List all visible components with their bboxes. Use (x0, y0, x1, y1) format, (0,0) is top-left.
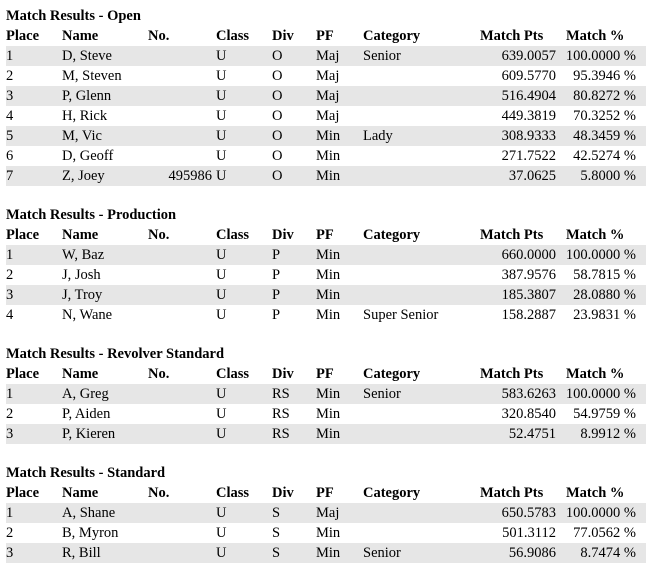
cell-category (363, 265, 466, 285)
table-row (6, 126, 646, 146)
cell-number (148, 245, 216, 265)
cell-number (148, 503, 216, 523)
cell-class: U (216, 406, 227, 422)
cell-class: U (216, 525, 227, 541)
cell-name: R, Bill (62, 545, 101, 561)
cell-power-factor: Min (316, 426, 341, 442)
table-row (6, 46, 646, 66)
cell-match-percent: 48.3459 % (573, 128, 636, 144)
cell-category (363, 146, 466, 166)
cell-division: O (272, 148, 283, 164)
cell-place: 5 (6, 128, 14, 144)
cell-number (148, 305, 216, 325)
cell-class: U (216, 48, 227, 64)
results-table (6, 483, 646, 563)
cell-class: U (216, 287, 227, 303)
column-header-match-points: Match Pts (480, 227, 544, 243)
column-header-name: Name (62, 227, 99, 243)
cell-category (363, 404, 466, 424)
section-title: Match Results - Production (6, 207, 177, 223)
cell-name: B, Myron (62, 525, 119, 541)
column-header-match-percent: Match % (566, 366, 625, 382)
column-header-class: Class (216, 28, 250, 44)
cell-match-percent: 28.0880 % (573, 287, 636, 303)
cell-match-percent: 54.9759 % (573, 406, 636, 422)
cell-category: Lady (363, 128, 393, 144)
cell-division: S (272, 545, 281, 561)
column-header-number: No. (148, 227, 170, 243)
cell-class: U (216, 247, 227, 263)
cell-place: 3 (6, 88, 14, 104)
cell-power-factor: Min (316, 168, 341, 184)
table-row (6, 285, 646, 305)
cell-name: J, Troy (62, 287, 103, 303)
cell-class: U (216, 426, 227, 442)
results-section (6, 344, 646, 444)
column-header-place: Place (6, 485, 40, 501)
cell-division: P (272, 267, 281, 283)
cell-division: P (272, 287, 281, 303)
cell-match-points: 308.9333 (501, 128, 556, 144)
cell-division: RS (272, 406, 290, 422)
cell-number (148, 424, 216, 444)
cell-number: 495986 (168, 168, 212, 184)
table-row (6, 404, 646, 424)
cell-place: 2 (6, 525, 14, 541)
section-title: Match Results - Revolver Standard (6, 346, 225, 362)
table-row (6, 66, 646, 86)
column-header-name: Name (62, 366, 99, 382)
cell-match-points: 660.0000 (501, 247, 556, 263)
column-header-place: Place (6, 28, 40, 44)
cell-division: S (272, 525, 281, 541)
cell-place: 1 (6, 247, 14, 263)
column-header-class: Class (216, 227, 250, 243)
cell-category (363, 66, 466, 86)
cell-name: N, Wane (62, 307, 113, 323)
cell-match-percent: 95.3946 % (573, 68, 636, 84)
cell-number (148, 543, 216, 563)
cell-number (148, 46, 216, 66)
cell-match-points: 583.6263 (501, 386, 556, 402)
cell-match-points: 52.4751 (508, 426, 556, 442)
column-header-place: Place (6, 366, 40, 382)
cell-power-factor: Maj (316, 88, 340, 104)
cell-class: U (216, 386, 227, 402)
cell-power-factor: Min (316, 386, 341, 402)
cell-division: O (272, 128, 283, 144)
table-row (6, 265, 646, 285)
cell-division: S (272, 505, 281, 521)
cell-place: 2 (6, 68, 14, 84)
cell-power-factor: Min (316, 525, 341, 541)
results-section (6, 6, 646, 186)
cell-name: D, Steve (62, 48, 112, 64)
cell-match-percent: 100.0000 % (565, 386, 636, 402)
column-header-category: Category (363, 366, 421, 382)
cell-class: U (216, 148, 227, 164)
cell-name: D, Geoff (62, 148, 114, 164)
cell-power-factor: Min (316, 148, 341, 164)
table-row (6, 424, 646, 444)
cell-name: A, Shane (62, 505, 116, 521)
cell-place: 6 (6, 148, 14, 164)
cell-number (148, 384, 216, 404)
cell-number (148, 265, 216, 285)
cell-match-points: 449.3819 (501, 108, 556, 124)
table-row (6, 146, 646, 166)
cell-match-percent: 80.8272 % (573, 88, 636, 104)
column-header-class: Class (216, 366, 250, 382)
column-header-number: No. (148, 366, 170, 382)
cell-power-factor: Min (316, 267, 341, 283)
column-header-power-factor: PF (316, 227, 334, 243)
cell-division: RS (272, 426, 290, 442)
table-row (6, 106, 646, 126)
cell-division: O (272, 88, 283, 104)
column-header-category: Category (363, 28, 421, 44)
cell-class: U (216, 168, 227, 184)
column-header-division: Div (272, 28, 294, 44)
cell-class: U (216, 128, 227, 144)
column-header-class: Class (216, 485, 250, 501)
header-row (6, 364, 646, 384)
cell-match-percent: 42.5274 % (573, 148, 636, 164)
cell-place: 1 (6, 386, 14, 402)
cell-name: M, Vic (62, 128, 102, 144)
cell-name: A, Greg (62, 386, 109, 402)
cell-power-factor: Min (316, 128, 341, 144)
cell-category: Senior (363, 386, 401, 402)
cell-class: U (216, 108, 227, 124)
cell-match-percent: 77.0562 % (573, 525, 636, 541)
cell-power-factor: Min (316, 545, 341, 561)
cell-match-points: 609.5770 (501, 68, 556, 84)
cell-category (363, 285, 466, 305)
cell-place: 2 (6, 406, 14, 422)
cell-match-percent: 5.8000 % (580, 168, 636, 184)
cell-class: U (216, 505, 227, 521)
column-header-place: Place (6, 227, 40, 243)
cell-place: 2 (6, 267, 14, 283)
cell-number (148, 86, 216, 106)
column-header-name: Name (62, 28, 99, 44)
results-section (6, 463, 646, 563)
cell-match-points: 516.4904 (501, 88, 556, 104)
table-row (6, 384, 646, 404)
cell-division: O (272, 48, 283, 64)
results-table (6, 225, 646, 325)
cell-division: P (272, 307, 281, 323)
cell-power-factor: Maj (316, 68, 340, 84)
cell-category (363, 86, 466, 106)
cell-match-points: 639.0057 (501, 48, 556, 64)
column-header-match-percent: Match % (566, 227, 625, 243)
cell-place: 7 (6, 168, 14, 184)
cell-division: O (272, 108, 283, 124)
cell-name: H, Rick (62, 108, 108, 124)
table-row (6, 166, 646, 186)
cell-power-factor: Min (316, 287, 341, 303)
cell-name: P, Glenn (62, 88, 112, 104)
cell-match-points: 185.3807 (501, 287, 556, 303)
cell-division: O (272, 68, 283, 84)
cell-division: RS (272, 386, 290, 402)
cell-category: Senior (363, 545, 401, 561)
cell-name: P, Aiden (62, 406, 111, 422)
cell-power-factor: Maj (316, 108, 340, 124)
results-table (6, 26, 646, 186)
column-header-power-factor: PF (316, 485, 334, 501)
column-header-division: Div (272, 227, 294, 243)
table-row (6, 245, 646, 265)
cell-name: J, Josh (62, 267, 101, 283)
cell-match-points: 501.3112 (502, 525, 556, 541)
column-header-power-factor: PF (316, 28, 334, 44)
cell-number (148, 66, 216, 86)
column-header-match-points: Match Pts (480, 28, 544, 44)
cell-match-percent: 8.7474 % (580, 545, 636, 561)
cell-division: P (272, 247, 281, 263)
column-header-category: Category (363, 227, 421, 243)
cell-match-points: 37.0625 (508, 168, 556, 184)
cell-number (148, 285, 216, 305)
cell-power-factor: Min (316, 307, 341, 323)
cell-number (148, 404, 216, 424)
cell-division: O (272, 168, 283, 184)
section-title: Match Results - Open (6, 8, 141, 24)
results-section (6, 205, 646, 325)
cell-category (363, 424, 466, 444)
cell-category: Senior (363, 48, 401, 64)
table-row (6, 523, 646, 543)
cell-match-points: 56.9086 (508, 545, 556, 561)
cell-power-factor: Min (316, 406, 341, 422)
cell-place: 4 (6, 307, 14, 323)
cell-name: M, Steven (62, 68, 122, 84)
cell-match-points: 320.8540 (501, 406, 556, 422)
cell-match-points: 650.5783 (501, 505, 556, 521)
cell-class: U (216, 68, 227, 84)
cell-category: Super Senior (363, 307, 439, 323)
cell-number (148, 106, 216, 126)
table-row (6, 86, 646, 106)
header-row (6, 483, 646, 503)
column-header-match-percent: Match % (566, 485, 625, 501)
table-row (6, 503, 646, 523)
cell-match-percent: 70.3252 % (573, 108, 636, 124)
cell-category (363, 106, 466, 126)
cell-power-factor: Maj (316, 505, 340, 521)
column-header-category: Category (363, 485, 421, 501)
cell-category (363, 166, 466, 186)
cell-number (148, 126, 216, 146)
cell-match-percent: 8.9912 % (580, 426, 636, 442)
cell-number (148, 523, 216, 543)
cell-place: 4 (6, 108, 14, 124)
cell-class: U (216, 307, 227, 323)
cell-power-factor: Min (316, 247, 341, 263)
column-header-match-points: Match Pts (480, 485, 544, 501)
cell-match-percent: 100.0000 % (565, 247, 636, 263)
header-row (6, 225, 646, 245)
cell-match-percent: 100.0000 % (565, 48, 636, 64)
column-header-name: Name (62, 485, 99, 501)
cell-place: 3 (6, 545, 14, 561)
cell-class: U (216, 88, 227, 104)
results-table (6, 364, 646, 444)
cell-place: 3 (6, 287, 14, 303)
cell-class: U (216, 545, 227, 561)
column-header-number: No. (148, 485, 170, 501)
cell-place: 1 (6, 505, 14, 521)
cell-class: U (216, 267, 227, 283)
column-header-power-factor: PF (316, 366, 334, 382)
column-header-match-percent: Match % (566, 28, 625, 44)
table-row (6, 543, 646, 563)
cell-match-percent: 58.7815 % (573, 267, 636, 283)
column-header-division: Div (272, 485, 294, 501)
cell-match-percent: 100.0000 % (565, 505, 636, 521)
cell-match-points: 271.7522 (501, 148, 556, 164)
cell-power-factor: Maj (316, 48, 340, 64)
cell-category (363, 523, 466, 543)
cell-category (363, 503, 466, 523)
cell-place: 1 (6, 48, 14, 64)
cell-name: P, Kieren (62, 426, 116, 442)
section-title: Match Results - Standard (6, 465, 166, 481)
cell-place: 3 (6, 426, 14, 442)
column-header-match-points: Match Pts (480, 366, 544, 382)
cell-name: W, Baz (62, 247, 105, 263)
cell-name: Z, Joey (62, 168, 105, 184)
cell-category (363, 245, 466, 265)
cell-number (148, 146, 216, 166)
header-row (6, 26, 646, 46)
column-header-number: No. (148, 28, 170, 44)
table-row (6, 305, 646, 325)
cell-match-points: 387.9576 (501, 267, 556, 283)
cell-match-points: 158.2887 (501, 307, 556, 323)
cell-match-percent: 23.9831 % (573, 307, 636, 323)
match-results (6, 6, 646, 582)
column-header-division: Div (272, 366, 294, 382)
